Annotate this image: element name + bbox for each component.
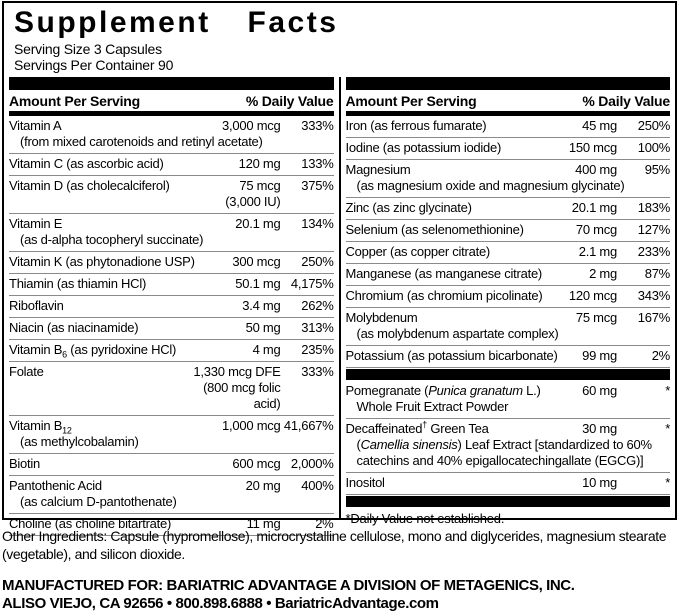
nutrient-amount: 11 mg bbox=[246, 516, 281, 531]
nutrient-row bbox=[346, 242, 671, 264]
left-column bbox=[4, 77, 339, 531]
nutrient-row bbox=[346, 138, 671, 160]
nutrient-amount-sub: (800 mcg folic acid) bbox=[203, 380, 281, 411]
nutrient-source-note: Whole Fruit Extract Powder bbox=[356, 399, 509, 414]
nutrient-amount: 75 mcg bbox=[575, 310, 617, 325]
nutrient-row bbox=[346, 220, 671, 242]
nutrient-amount: 50.1 mg bbox=[235, 276, 281, 291]
nutrient-amount: 400 mg bbox=[575, 162, 617, 177]
nutrient-daily-value: 235% bbox=[301, 342, 334, 357]
nutrient-amount-sub: (3,000 IU) bbox=[225, 194, 281, 209]
daily-value-footnote: *Daily Value not established. bbox=[345, 511, 505, 526]
nutrient-name: Copper (as copper citrate) bbox=[345, 244, 491, 259]
nutrient-daily-value: 2% bbox=[315, 516, 334, 531]
nutrient-daily-value: 233% bbox=[637, 244, 670, 259]
nutrient-row bbox=[346, 160, 671, 198]
nutrient-name: Vitamin $B_6$ (as pyridoxine HCl) bbox=[9, 342, 177, 360]
nutrient-name: Selenium (as selenomethionine) bbox=[345, 222, 524, 237]
nutrient-row bbox=[346, 346, 671, 368]
nutrient-row bbox=[9, 362, 334, 416]
nutrient-row bbox=[346, 116, 671, 138]
nutrient-row bbox=[9, 274, 334, 296]
nutrient-name: Molybdenum bbox=[345, 310, 418, 325]
nutrient-source-note: (as calcium D-pantothenate) bbox=[20, 494, 177, 509]
column-header bbox=[346, 90, 671, 111]
nutrient-row bbox=[346, 198, 671, 220]
nutrient-name: Inositol bbox=[345, 475, 385, 490]
nutrient-amount: 120 mcg bbox=[568, 288, 617, 303]
nutrient-name: Manganese (as manganese citrate) bbox=[345, 266, 543, 281]
spacer bbox=[284, 380, 334, 412]
nutrient-daily-value: 4,175% bbox=[290, 276, 334, 291]
nutrient-source-note: (as magnesium oxide and magnesium glycinate) bbox=[356, 178, 625, 193]
nutrient-row bbox=[9, 176, 334, 214]
nutrient-daily-value: 167% bbox=[637, 310, 670, 325]
nutrient-amount: 1,000 mcg bbox=[222, 418, 281, 433]
nutrient-amount: 20.1 mg bbox=[235, 216, 281, 231]
nutrient-name: Vitamin K (as phytonadione USP) bbox=[9, 254, 195, 269]
amount-per-serving-label: Amount Per Serving bbox=[9, 93, 140, 109]
nutrient-source-note: (as methylcobalamin) bbox=[20, 434, 139, 449]
nutrient-daily-value: 95% bbox=[644, 162, 670, 177]
nutrient-daily-value: 183% bbox=[637, 200, 670, 215]
nutrient-daily-value: 41,667% bbox=[283, 418, 334, 433]
daily-value-label: % Daily Value bbox=[582, 93, 670, 109]
nutrient-daily-value: 133% bbox=[301, 156, 334, 171]
nutrient-source-note: (Camellia sinensis) Leaf Extract [standardized to 60% catechins and 40% epigallocatechingallate (EGCG)] bbox=[356, 437, 652, 468]
nutrient-amount: 120 mg bbox=[238, 156, 281, 171]
spacer bbox=[9, 194, 186, 210]
nutrient-row bbox=[9, 454, 334, 476]
left-rows bbox=[9, 116, 334, 536]
amount-per-serving-label: Amount Per Serving bbox=[345, 93, 477, 109]
nutrient-name: Vitamin A bbox=[9, 118, 62, 133]
nutrient-row bbox=[9, 116, 334, 154]
nutrient-row bbox=[9, 154, 334, 176]
nutrient-name: Vitamin C (as ascorbic acid) bbox=[9, 156, 164, 171]
supplement-facts-panel bbox=[2, 1, 677, 531]
nutrient-daily-value: 134% bbox=[301, 216, 334, 231]
nutrient-source-note: (from mixed carotenoids and retinyl acetate) bbox=[20, 134, 263, 149]
manufactured-for-line: MANUFACTURED FOR: BARIATRIC ADVANTAGE A DIVISION OF METAGENICS, INC. bbox=[2, 577, 575, 594]
nutrient-name: Pomegranate (Punica granatum L.) bbox=[345, 383, 541, 398]
nutrient-amount: 150 mcg bbox=[568, 140, 617, 155]
header-bar bbox=[346, 77, 671, 90]
nutrient-daily-value: * bbox=[665, 475, 670, 490]
nutrient-daily-value: 127% bbox=[637, 222, 670, 237]
nutrient-name: Niacin (as niacinamide) bbox=[9, 320, 139, 335]
nutrient-row bbox=[346, 381, 671, 419]
manufacturer-info bbox=[2, 577, 677, 613]
nutrient-row bbox=[346, 286, 671, 308]
nutrient-amount: 1,330 mcg DFE bbox=[193, 364, 281, 379]
nutrient-name: Thiamin (as thiamin HCl) bbox=[9, 276, 147, 291]
nutrient-name: Biotin bbox=[9, 456, 41, 471]
nutrient-amount: 99 mg bbox=[582, 348, 617, 363]
nutrient-daily-value: 2% bbox=[651, 348, 670, 363]
nutrient-amount: 70 mcg bbox=[575, 222, 617, 237]
nutrient-daily-value: 313% bbox=[301, 320, 334, 335]
nutrient-amount: 50 mg bbox=[245, 320, 281, 335]
nutrient-name: Iodine (as potassium iodide) bbox=[345, 140, 502, 155]
nutrient-amount: 2.1 mg bbox=[578, 244, 617, 259]
nutrient-name: Iron (as ferrous fumarate) bbox=[345, 118, 487, 133]
nutrient-daily-value: 400% bbox=[301, 478, 334, 493]
nutrient-name: Vitamin D (as cholecalciferol) bbox=[9, 178, 170, 193]
nutrient-source-note: (as d-alpha tocopheryl succinate) bbox=[20, 232, 204, 247]
section-separator-bar bbox=[346, 369, 671, 380]
nutrient-amount: 4 mg bbox=[252, 342, 281, 357]
nutrient-row bbox=[9, 416, 334, 454]
nutrient-daily-value: 343% bbox=[637, 288, 670, 303]
nutrient-amount: 30 mg bbox=[582, 421, 617, 436]
nutrient-row bbox=[346, 264, 671, 286]
nutrient-amount: 600 mcg bbox=[232, 456, 281, 471]
nutrient-row bbox=[346, 308, 671, 346]
daily-value-label: % Daily Value bbox=[245, 93, 334, 109]
address-line: ALISO VIEJO, CA 92656 • 800.898.6888 • BariatricAdvantage.com bbox=[2, 595, 439, 612]
nutrient-name: Decaffeinated† Green Tea bbox=[345, 419, 489, 436]
nutrient-amount: 75 mcg bbox=[239, 178, 281, 193]
nutrient-daily-value: 333% bbox=[301, 118, 334, 133]
nutrient-amount: 300 mcg bbox=[232, 254, 281, 269]
spacer bbox=[284, 194, 334, 210]
nutrient-daily-value: 375% bbox=[301, 178, 334, 193]
header-bar bbox=[9, 77, 334, 90]
nutrient-name: Zinc (as zinc glycinate) bbox=[345, 200, 472, 215]
nutrient-name: Riboflavin bbox=[9, 298, 64, 313]
column-header bbox=[9, 90, 334, 111]
footnote-separator-bar bbox=[346, 496, 671, 507]
nutrient-name: Choline (as choline bitartrate) bbox=[9, 516, 172, 531]
nutrient-amount: 2 mg bbox=[589, 266, 617, 281]
nutrient-name: Chromium (as chromium picolinate) bbox=[345, 288, 543, 303]
nutrient-name: Pantothenic Acid bbox=[9, 478, 102, 493]
nutrient-daily-value: 100% bbox=[637, 140, 670, 155]
nutrient-amount: 10 mg bbox=[582, 475, 617, 490]
nutrient-name: Vitamin $B_{12}$ bbox=[9, 418, 72, 436]
nutrient-daily-value: 250% bbox=[301, 254, 334, 269]
nutrient-name: Folate bbox=[9, 364, 44, 379]
nutrient-amount: 20.1 mg bbox=[571, 200, 617, 215]
nutrient-amount: 45 mg bbox=[582, 118, 617, 133]
nutrient-daily-value: 262% bbox=[301, 298, 334, 313]
nutrient-amount: 3.4 mg bbox=[242, 298, 281, 313]
right-column bbox=[341, 77, 676, 526]
nutrient-amount: 20 mg bbox=[245, 478, 281, 493]
nutrient-daily-value: 250% bbox=[637, 118, 670, 133]
nutrient-daily-value: * bbox=[665, 421, 670, 436]
nutrient-row bbox=[9, 318, 334, 340]
nutrient-name: Magnesium bbox=[345, 162, 411, 177]
nutrient-amount: 60 mg bbox=[582, 383, 617, 398]
nutrient-name: Vitamin E bbox=[9, 216, 63, 231]
serving-size: Serving Size 3 Capsules bbox=[14, 41, 162, 57]
servings-per-container: Servings Per Container 90 bbox=[14, 57, 174, 73]
panel-title: Supplement Facts bbox=[14, 6, 339, 39]
nutrient-row bbox=[9, 214, 334, 252]
nutrition-columns bbox=[4, 77, 675, 531]
nutrient-row bbox=[9, 476, 334, 514]
nutrient-daily-value: * bbox=[665, 383, 670, 398]
right-rows bbox=[346, 116, 671, 530]
nutrient-row bbox=[346, 473, 671, 495]
spacer bbox=[9, 380, 186, 412]
nutrient-amount: 3,000 mcg bbox=[222, 118, 281, 133]
nutrient-daily-value: 87% bbox=[644, 266, 670, 281]
other-ingredients: Other Ingredients: Capsule (hypromellose), microcrystalline cellulose, mono and diglycerides, magnesium stearate (vegetable), and silicon dioxide. bbox=[2, 528, 667, 562]
nutrient-row bbox=[346, 419, 671, 473]
nutrient-row bbox=[9, 252, 334, 274]
nutrient-row bbox=[9, 340, 334, 362]
nutrient-name: Potassium (as potassium bicarbonate) bbox=[345, 348, 558, 363]
nutrient-row bbox=[9, 296, 334, 318]
nutrient-source-note: (as molybdenum aspartate complex) bbox=[356, 326, 559, 341]
nutrient-daily-value: 333% bbox=[301, 364, 334, 379]
nutrient-daily-value: 2,000% bbox=[290, 456, 334, 471]
